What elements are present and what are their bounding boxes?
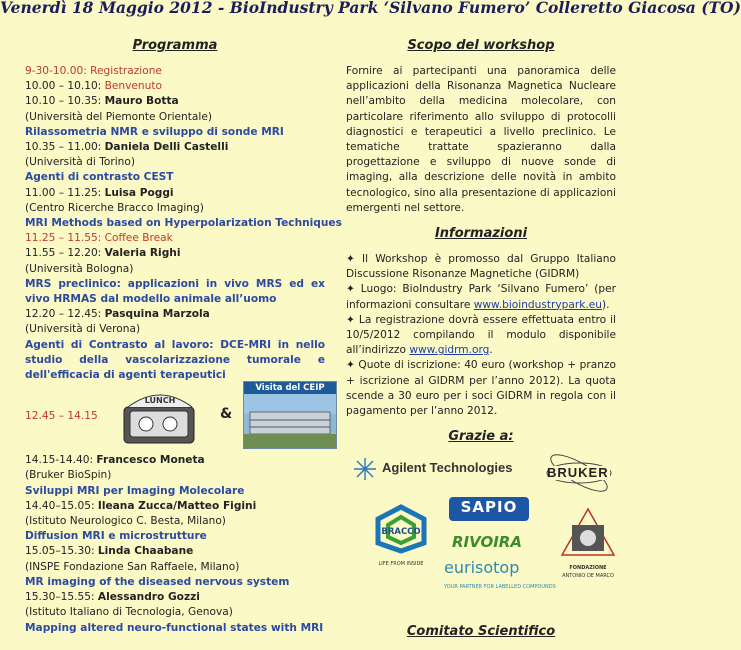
talk-title: Mapping altered neuro-functional states with MRI [25,621,324,634]
talk-title: MR imaging of the diseased nervous system [25,575,290,588]
info-promoter: ✦ Il Workshop è promosso dal Gruppo Italiano Discussione Risonanze Magnetiche (GIDRM) [346,253,616,281]
schedule-talk: 10.35 – 11.00: Daniela Delli Castelli [25,141,229,154]
affiliation: (Università di Verona) [25,323,141,336]
info-location: ✦ Luogo: BioIndustry Park ‘Silvano Fumero’ (per informazioni consultare www.bioindustrypark.eu). [346,283,616,311]
ceip-label: Visita del CEIP [244,382,336,394]
talk-title: MRS preclinico: applicazioni in vivo MRS ed ex vivo HRMAS dal modello animale all’uomo [25,277,325,306]
schedule-talk: 14.40–15.05: Ileana Zucca/Matteo Figini [25,499,257,512]
schedule-talk: 15.05–15.30: Linda Chaabane [25,545,194,558]
info-column [346,38,616,650]
schedule-talk: 11.00 – 11.25: Luisa Poggi [25,186,174,199]
coffee-break: 11.25 – 11.55: Coffee Break [25,232,173,245]
affiliation: (Università del Piemonte Orientale) [25,110,212,123]
schedule-talk: 15.30–15.55: Alessandro Gozzi [25,591,200,604]
schedule-talk: 10.10 – 10.35: Mauro Botta [25,95,179,108]
schedule-talk: 14.15-14.40: Francesco Moneta [25,454,205,467]
agilent-spark-icon [352,457,378,481]
event-banner: Venerdì 18 Maggio 2012 - BioIndustry Park ‘Silvano Fumero’ Colleretto Giacosa (TO) [0,0,741,17]
info-registration: ✦ La registrazione dovrà essere effettuata entro il 10/5/2012 compilando il modulo disponibile all’indirizzo www.gidrm.org. [346,313,616,357]
fondazione-logo: FONDAZIONE ANTONIO DE MARCO [560,507,616,587]
scopo-text: Fornire ai partecipanti una panoramica delle applicazioni della Risonanza Magnetica Nucleare nell’ambito della medicina molecolare, con particolare riferimento allo sviluppo di protocolli diagnostici e terapeutici a livello preclinico. Le tematiche trattate spazieranno dalla progettazione e sviluppo di nuove sonde di imaging, alla descrizione delle novità in ambito tecnologico, sino alla presentazione di applicazioni emergenti nel settore. [346,65,616,214]
schedule-talk: 12.20 – 12.45: Pasquina Marzola [25,308,210,321]
ceip-visit-photo [243,381,337,449]
lunch-box-illustration [120,389,200,447]
scopo-title: Scopo del workshop [407,38,555,53]
schedule-welcome: 10.00 – 10.10: Benvenuto [25,80,162,93]
comitato-title: Comitato Scientifico [406,624,556,640]
ampersand: & [220,406,233,423]
affiliation: (Università Bologna) [25,262,134,275]
gidrm-link[interactable]: www.gidrm.org [409,344,490,357]
talk-title: Sviluppi MRI per Imaging Molecolare [25,484,245,497]
talk-title: Agenti di Contrasto al lavoro: DCE-MRI in nello studio della vascolarizzazione tumorale e dell'efficacia di agenti terapeutici [25,338,325,382]
agilent-logo: Agilent Technologies [352,457,530,481]
bioindustrypark-link[interactable]: www.bioindustrypark.eu [473,298,602,311]
affiliation: (Centro Ricerche Bracco Imaging) [25,201,204,214]
sponsor-logos [346,455,616,620]
programma-title: Programma [132,38,218,53]
svg-text:LUNCH: LUNCH [144,396,176,406]
sapio-logo: SAPIO [449,497,529,521]
affiliation: (Bruker BioSpin) [25,469,112,482]
programma-column [25,38,342,636]
schedule-talk: 11.55 – 12.20: Valeria Righi [25,247,181,260]
info-fees: ✦ Quote di iscrizione: 40 euro (workshop + pranzo + iscrizione al GIDRM per l’anno 2012). La quota scende a 30 euro per i soci GIDRM in regola con il pagamento per l’anno 2012. [346,359,616,418]
rivoira-logo: RIVOIRA [452,533,522,552]
talk-title: Diffusion MRI e microstrutture [25,530,207,543]
bracco-logo: BRACCO LIFE FROM INSIDE [374,505,428,573]
affiliation: (Istituto Neurologico C. Besta, Milano) [25,515,226,528]
talk-title: MRI Methods based on Hyperpolarization Techniques [25,217,342,230]
grazie-title: Grazie a: [448,429,514,445]
talk-title: Agenti di contrasto CEST [25,171,174,184]
informazioni-title: Informazioni [434,226,528,242]
schedule-registration: 9-30-10.00: Registrazione [25,65,162,77]
affiliation: (INSPE Fondazione San Raffaele, Milano) [25,560,240,573]
lunch-time: 12.45 – 14.15 [25,410,98,423]
affiliation: (Università di Torino) [25,156,135,169]
eurisotop-logo: eurisotop YOUR PARTNER FOR LABELLED COMPOUNDS [444,558,556,591]
talk-title: Rilassometria NMR e sviluppo di sonde MRI [25,125,284,138]
bruker-logo: BRUKER [542,455,616,491]
building-image [244,394,336,448]
lunch-row [25,383,325,447]
affiliation: (Istituto Italiano di Tecnologia, Genova) [25,606,233,619]
fondazione-emblem-icon [560,507,616,559]
